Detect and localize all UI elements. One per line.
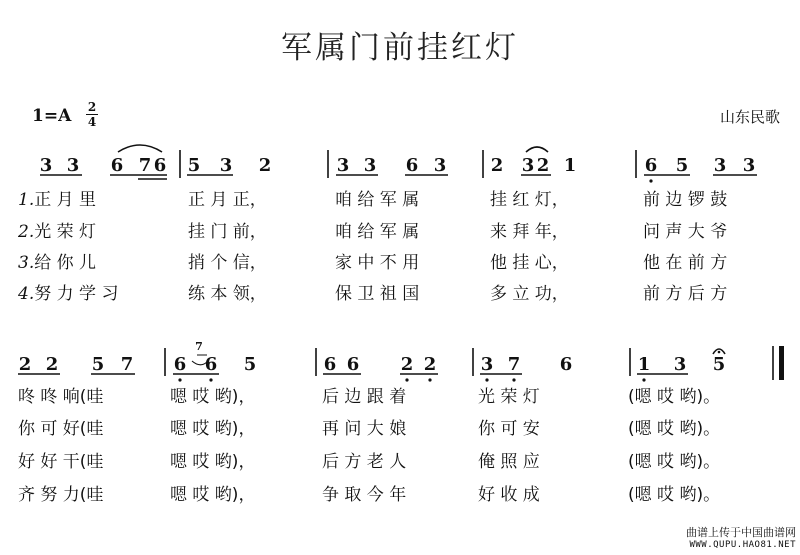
time-numerator: 2: [87, 100, 97, 114]
note: 3: [521, 155, 535, 176]
lyric-cell: 咚 咚 响(哇: [18, 387, 104, 407]
lyric-cell: 来 拜 年，: [490, 222, 569, 242]
lyric-cell: 后 方 老 人: [322, 452, 407, 472]
verse-2-start: 2.光 荣 灯: [18, 222, 97, 242]
lyric-cell: 嗯 哎 哟)，: [170, 419, 256, 439]
slur: [118, 145, 162, 152]
note: 7: [120, 354, 134, 375]
music-line-2: [19, 354, 726, 375]
lyric-cell: 多 立 功，: [490, 284, 569, 304]
lyric-cell: 嗯 哎 哟)，: [170, 387, 256, 407]
lyric-cell: 练 本 领，: [188, 284, 267, 304]
note: 3: [433, 155, 447, 176]
octave-dot: [512, 378, 515, 381]
note: 6: [559, 354, 573, 375]
note: 7: [507, 354, 521, 375]
octave-dot: [178, 378, 181, 381]
note: 1: [563, 155, 577, 176]
note: 3: [742, 155, 756, 176]
watermark-url: WWW.QUPU.HAO81.NET: [689, 540, 796, 550]
note: 6: [173, 354, 187, 375]
lyric-cell: 问 声 大 爷: [643, 222, 728, 242]
octave-dot: [428, 378, 431, 381]
lyric-cell: 嗯 哎 哟)，: [170, 452, 256, 472]
note: 6: [110, 155, 124, 176]
verse-3-start: 3.给 你 儿: [18, 253, 97, 273]
octave-dot: [642, 378, 645, 381]
watermark-footer: [686, 526, 796, 552]
lyric-cell: (嗯 哎 哟)。: [628, 387, 721, 407]
note: 6: [323, 354, 337, 375]
lyric-cell: 齐 努 力(哇: [18, 485, 104, 505]
lyric-cell: (嗯 哎 哟)。: [628, 419, 721, 439]
lyric-cell: 正 月 正，: [188, 190, 267, 210]
key-signature: 1=A: [32, 106, 72, 126]
note: 7: [138, 155, 152, 176]
lyric-cell: 前 方 后 方: [643, 284, 728, 304]
note: 2: [423, 354, 437, 375]
note: 2: [18, 354, 32, 375]
note: 3: [480, 354, 494, 375]
lyric-cell: 你 可 好(哇: [18, 419, 104, 439]
lyric-cell: (嗯 哎 哟)。: [628, 452, 721, 472]
final-barline-thick: [779, 346, 784, 380]
watermark-line-1: 曲谱上传于中国曲谱网: [686, 526, 796, 539]
lyric-cell: 嗯 哎 哟)，: [170, 485, 256, 505]
music-line-1: [40, 155, 756, 176]
note: 3: [363, 155, 377, 176]
note: 3: [336, 155, 350, 176]
octave-dot: [405, 378, 408, 381]
song-title: 军属门前挂红灯: [281, 30, 519, 66]
note: 6: [644, 155, 658, 176]
note: 6: [153, 155, 167, 176]
lyric-cell: 咱 给 军 属: [335, 222, 420, 242]
note: 3: [39, 155, 53, 176]
note: 3: [66, 155, 80, 176]
note: 2: [45, 354, 59, 375]
genre-label: 山东民歌: [720, 108, 781, 126]
note: 2: [258, 155, 272, 176]
note: 6: [346, 354, 360, 375]
lyric-cell: 后 边 跟 着: [322, 387, 407, 407]
lyric-cell: 争 取 今 年: [322, 485, 407, 505]
note: 2: [400, 354, 414, 375]
note: 6: [405, 155, 419, 176]
lyric-cell: 光 荣 灯: [478, 387, 540, 407]
note: 1: [637, 354, 651, 375]
verse-1-start: 1.正 月 里: [18, 190, 97, 210]
lyric-cell: 他 挂 心，: [490, 253, 569, 273]
lyric-cell: 好 好 干(哇: [18, 452, 104, 472]
lyric-cell: 家 中 不 用: [335, 253, 420, 273]
time-denominator: 4: [87, 115, 97, 129]
note: 2: [536, 155, 550, 176]
octave-dot: [485, 378, 488, 381]
note: 5: [712, 354, 726, 375]
octave-dot: [209, 378, 212, 381]
lyric-cell: 他 在 前 方: [643, 253, 728, 273]
lyric-cell: 好 收 成: [478, 485, 540, 505]
lyric-cell: 挂 红 灯，: [490, 190, 569, 210]
lyric-cell: (嗯 哎 哟)。: [628, 485, 721, 505]
octave-dot: [649, 179, 652, 182]
note: 2: [490, 155, 504, 176]
grace-note: 7: [195, 340, 203, 353]
note: 3: [219, 155, 233, 176]
note: 5: [243, 354, 257, 375]
lyric-cell: 再 问 大 娘: [322, 419, 407, 439]
lyric-cell: 俺 照 应: [478, 452, 540, 472]
lyric-cell: 前 边 锣 鼓: [643, 190, 728, 210]
note: 6: [204, 354, 218, 375]
note: 5: [675, 155, 689, 176]
note: 5: [187, 155, 201, 176]
lyric-cell: 咱 给 军 属: [335, 190, 420, 210]
lyric-cell: 你 可 安: [478, 419, 540, 439]
slur: [526, 147, 548, 152]
lyric-cell: 捎 个 信，: [188, 253, 267, 273]
note: 3: [673, 354, 687, 375]
lyric-cell: 挂 门 前，: [188, 222, 267, 242]
lyric-cell: 保 卫 祖 国: [335, 284, 420, 304]
note: 3: [713, 155, 727, 176]
verse-4-start: 4.努 力 学 习: [18, 284, 119, 304]
note: 5: [91, 354, 105, 375]
